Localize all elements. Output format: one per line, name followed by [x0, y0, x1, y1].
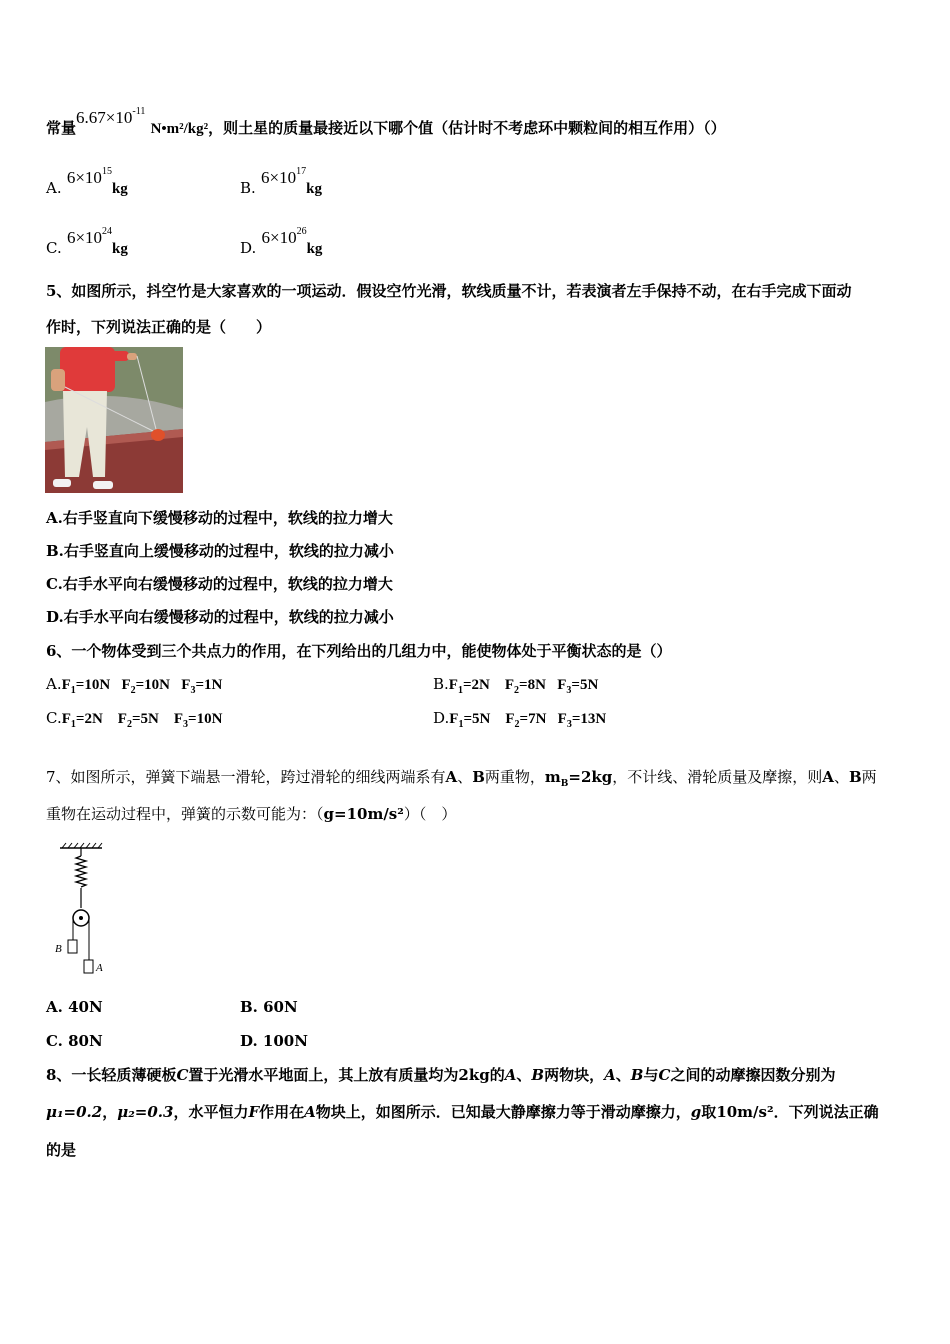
q5-option-d: D.右手水平向右缓慢移动的过程中，软线的拉力减小	[46, 608, 394, 626]
q6-option-c: $C.F_1=2N$ $F_2=5N$ $F_3=10N$	[46, 709, 223, 730]
q7-stem-line1: 7、如图所示，弹簧下端悬一滑轮，跨过滑轮的细线两端系有A、B两重物，$m_B=2kg$，不计线、滑轮质量及摩擦，则A、B两	[46, 768, 877, 789]
q4-option-a: A. $6\times 10^{15}kg$	[46, 166, 128, 197]
q7-option-a: A. 40N	[46, 998, 103, 1016]
q5-option-a: A.右手竖直向下缓慢移动的过程中，软线的拉力增大	[46, 509, 393, 527]
q4-constant: $6.67\times 10^{-11}$	[76, 106, 146, 127]
q7-option-c: C. 80N	[46, 1032, 103, 1050]
q5-option-b: B.右手竖直向上缓慢移动的过程中，软线的拉力减小	[46, 542, 394, 560]
q4-stem-rest: ，则土星的质量最接近以下哪个值（估计时不考虑环中颗粒间的相互作用）（）	[208, 119, 726, 137]
q7-option-d: D. 100N	[240, 1032, 308, 1050]
q7-stem-line2: 重物在运动过程中，弹簧的示数可能为：（g=10m/s²）（ ）	[46, 805, 457, 823]
q4-constant-unit: N•m²/kg²	[150, 121, 209, 137]
q6-option-a: $A.F_1=10N$ $F_2=10N$ $F_3=1N$	[46, 675, 223, 696]
q4-stem-prefix: 常量	[46, 119, 77, 137]
q5-photo-diabolo-player	[45, 347, 183, 493]
q7-label-a: A	[96, 962, 103, 974]
q7-option-b: B. 60N	[240, 998, 298, 1016]
q7-label-b: B	[55, 943, 62, 955]
q4-option-c: C. $6\times 10^{24}kg$	[46, 226, 128, 257]
q4-option-b: B. $6\times 10^{17}kg$	[240, 166, 322, 197]
q5-option-c: C.右手水平向右缓慢移动的过程中，软线的拉力增大	[46, 575, 393, 593]
q8-stem-line1: 8、一长轻质薄硬板C置于光滑水平地面上，其上放有质量均为2kg的A、B两物块，A、B与C之间的动摩擦因数分别为	[46, 1066, 836, 1084]
q7-spring-pulley-diagram	[50, 842, 120, 977]
q8-stem-line3: 的是	[46, 1141, 77, 1159]
q6-option-b: $B.F_1=2N$ $F_2=8N$ $F_3=5N$	[433, 675, 599, 696]
q8-stem-line2: μ₁=0.2，μ₂=0.3，水平恒力F作用在A物块上，如图所示．已知最大静摩擦力等于滑动摩擦力，g取10m/s²．下列说法正确	[46, 1103, 879, 1121]
q5-stem-line2: 作时，下列说法正确的是（ ）	[46, 318, 272, 336]
q6-stem: 6、一个物体受到三个共点力的作用，在下列给出的几组力中，能使物体处于平衡状态的是（）	[46, 642, 672, 660]
q5-stem-line1: 5、如图所示，抖空竹是大家喜欢的一项运动．假设空竹光滑，软线质量不计，若表演者左手保持不动，在右手完成下面动	[46, 282, 852, 300]
q4-stem	[46, 106, 726, 139]
q6-option-d: $D.F_1=5N$ $F_2=7N$ $F_3=13N$	[433, 709, 607, 730]
q4-option-d: D. $6\times 10^{26}kg$	[240, 226, 323, 257]
